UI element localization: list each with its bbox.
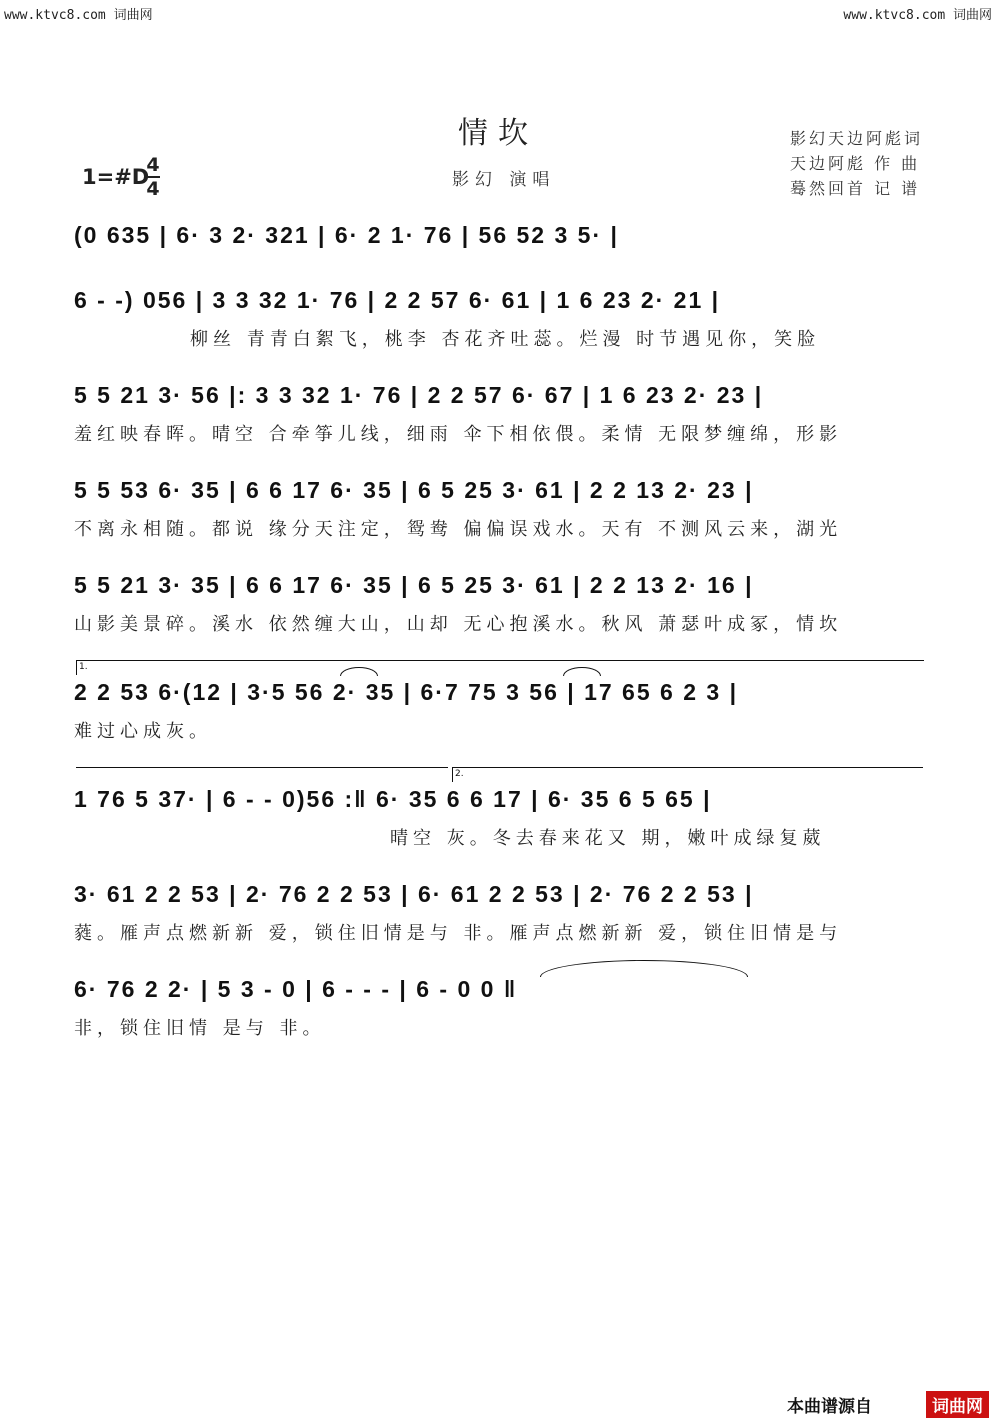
- score-line-1-notes: (0 635 | 6· 3 2· 321 | 6· 2 1· 76 | 56 52 3 5· |: [74, 222, 619, 248]
- tie-long: [540, 960, 748, 977]
- score-line-8-notes: 3· 61 2 2 53 | 2· 76 2 2 53 | 6· 61 2 2 53 | 2· 76 2 2 53 |: [74, 881, 754, 907]
- song-title: 情坎: [458, 116, 538, 151]
- footer-site-logo[interactable]: 词曲网: [926, 1391, 989, 1418]
- score-line-5-notes: 5 5 21 3· 35 | 6 6 17 6· 35 | 6 5 25 3· 61 | 2 2 13 2· 16 |: [74, 572, 754, 598]
- score-line-5-lyrics: 山影美景碎。溪水 依然缠大山，山却 无心抱溪水。秋风 萧瑟叶成冢，情坎: [74, 614, 843, 635]
- score-line-9-notes: 6· 76 2 2· | 5 3 - 0 | 6 - - - | 6 - 0 0 ‖: [74, 976, 518, 1002]
- volta-first-continuation: [76, 767, 448, 768]
- credit-composer: 天边阿彪 作 曲: [790, 154, 921, 173]
- watermark-right: www.ktvc8.com 词曲网: [843, 8, 992, 23]
- score-line-6-notes: 2 2 53 6·(12 | 3·5 56 2· 35 | 6·7 75 3 56 | 17 65 6 2 3 |: [74, 679, 739, 705]
- volta-second-label: 2.: [455, 769, 464, 779]
- score-line-6-lyrics: 难过心成灰。: [74, 721, 212, 742]
- watermark-left: www.ktvc8.com 词曲网: [4, 8, 153, 23]
- score-line-9-lyrics: 非，锁住旧情 是与 非。: [74, 1018, 326, 1039]
- credits: [790, 126, 923, 201]
- singer-label: 影幻 演唱: [452, 170, 556, 190]
- score-line-3-notes: 5 5 21 3· 56 |: 3 3 32 1· 76 | 2 2 57 6· 67 | 1 6 23 2· 23 |: [74, 382, 764, 408]
- time-signature-bottom: 4: [146, 178, 160, 200]
- score-line-7-lyrics: 晴空 灰。冬去春来花又 期，嫩叶成绿复葳: [390, 828, 826, 849]
- key-signature: 1=#D: [82, 165, 150, 189]
- volta-first-ending: [76, 660, 924, 675]
- score-line-4-notes: 5 5 53 6· 35 | 6 6 17 6· 35 | 6 5 25 3· 61 | 2 2 13 2· 23 |: [74, 477, 754, 503]
- score-line-4-lyrics: 不离永相随。都说 缘分天注定，鸳鸯 偏偏误戏水。天有 不测风云来，湖光: [74, 519, 843, 540]
- volta-second-ending: [452, 767, 923, 782]
- time-signature: [146, 156, 160, 198]
- time-signature-top: 4: [146, 154, 160, 176]
- credit-lyricist: 影幻天边阿彪词: [790, 129, 924, 148]
- volta-first-label: 1.: [79, 662, 88, 672]
- score-line-2-lyrics: 柳丝 青青白絮飞，桃李 杏花齐吐蕊。烂漫 时节遇见你，笑脸: [190, 329, 821, 350]
- score-line-8-lyrics: 蕤。雁声点燃新新 爱，锁住旧情是与 非。雁声点燃新新 爱，锁住旧情是与: [74, 923, 843, 944]
- score-line-2-notes: 6 - -) 056 | 3 3 32 1· 76 | 2 2 57 6· 61 | 1 6 23 2· 21 |: [74, 287, 721, 313]
- credit-transcriber: 蓦然回首 记 谱: [790, 179, 921, 198]
- score-line-3-lyrics: 羞红映春晖。晴空 合牵筝儿线，细雨 伞下相依偎。柔情 无限梦缠绵，形影: [74, 424, 843, 445]
- score-line-7-notes: 1 76 5 37· | 6 - - 0)56 :‖ 6· 35 6 6 17 | 6· 35 6 5 65 |: [74, 786, 712, 812]
- footer-source: 本曲谱源自: [787, 1397, 872, 1417]
